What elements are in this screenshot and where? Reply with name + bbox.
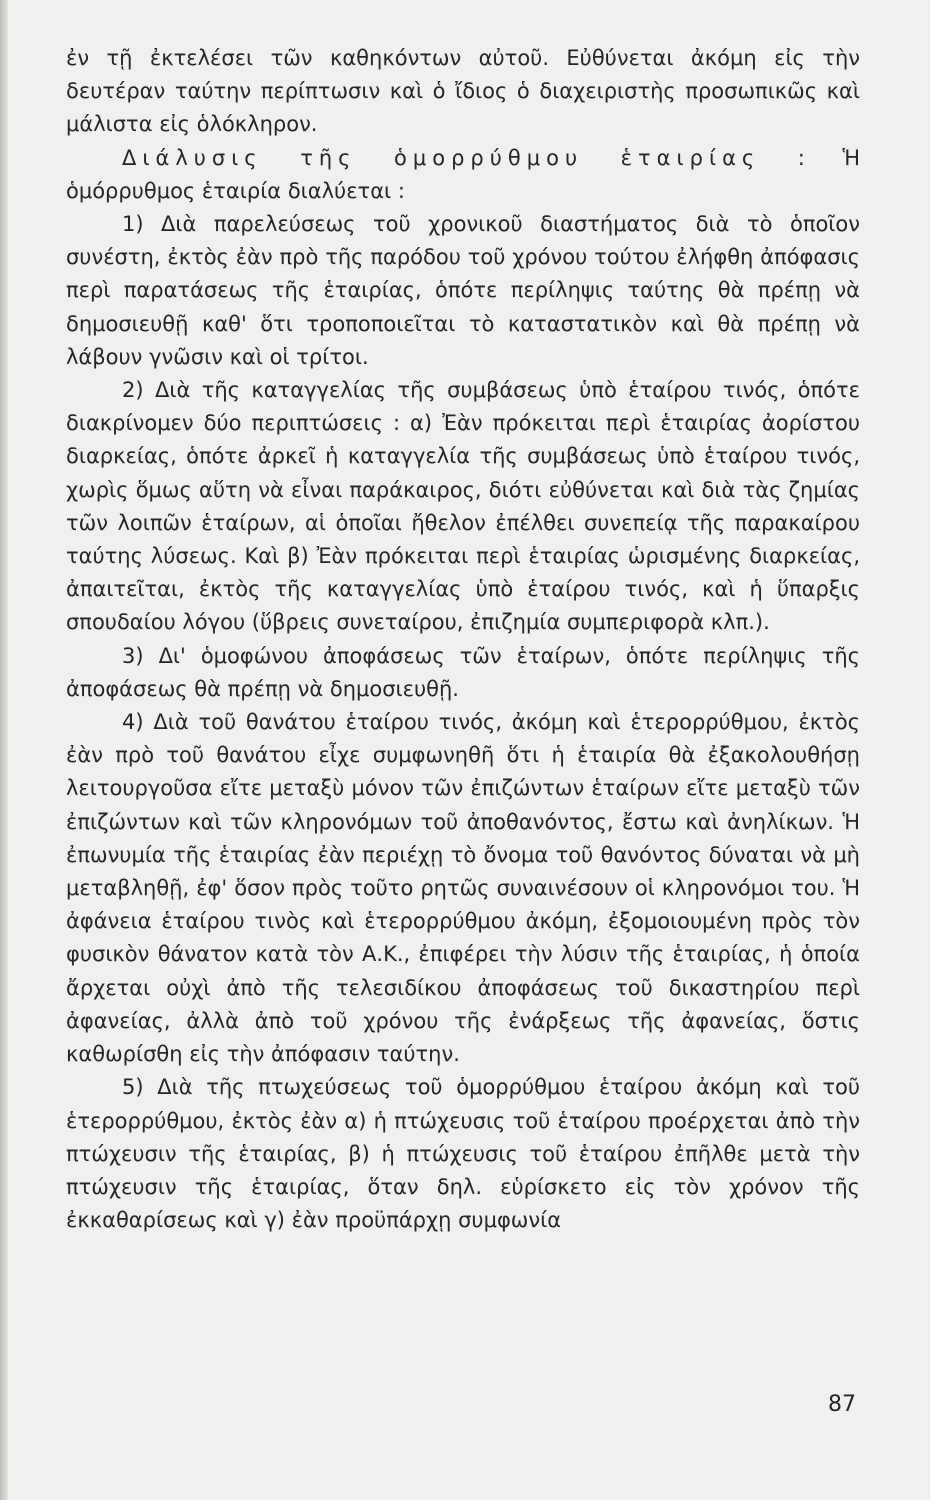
section-heading-rest: Ἡ ὁμόρρυθμος ἑταιρία διαλύεται : <box>66 145 860 203</box>
list-item-5: 5) Διὰ τῆς πτωχεύσεως τοῦ ὁμορρύθμου ἑταίρου ἀκόμη καὶ τοῦ ἑτερορρύθμου, ἐκτὸς ἐὰν α) ἡ πτώχευσις τοῦ ἑταίρου προέρχεται ἀπὸ τὴν πτώχευσιν τῆς ἑταιρίας, β) ἡ πτώχευσις τοῦ ἑταίρου ἐπῆλθε μετὰ τὴν πτώχευσιν τῆς ἑταιρίας, ὅταν δηλ. εὑρίσκετο εἰς τὸν χρόνον τῆς ἐκκαθαρίσεως καὶ γ) ἐὰν προϋπάρχῃ συμφωνία <box>66 1075 860 1233</box>
body-text <box>66 42 860 1237</box>
list-item-4: 4) Διὰ τοῦ θανάτου ἑταίρου τινός, ἀκόμη καὶ ἑτερορρύθμου, ἐκτὸς ἐὰν πρὸ τοῦ θανάτου εἶχε συμφωνηθῆ ὅτι ἡ ἑταιρία θὰ ἐξακολουθήσῃ λειτουργοῦσα εἴτε μεταξὺ μόνον τῶν ἐπιζώντων ἑταίρων εἴτε μεταξὺ τῶν ἐπιζώντων καὶ τῶν κληρονόμων τοῦ ἀποθανόντος, ἔστω καὶ ἀνηλίκων. Ἡ ἐπωνυμία τῆς ἑταιρίας ἐὰν περιέχῃ τὸ ὄνομα τοῦ θανόντος δύναται νὰ μὴ μεταβληθῇ, ἐφ' ὅσον πρὸς τοῦτο ρητῶς συναινέσουν οἱ κληρονόμοι του. Ἡ ἀφάνεια ἑταίρου τινὸς καὶ ἑτερορρύθμου ἀκόμη, ἐξομοιουμένη πρὸς τὸν φυσικὸν θάνατον κατὰ τὸν Α.Κ., ἐπιφέρει τὴν λύσιν τῆς ἑταιρίας, ἡ ὁποία ἄρχεται οὐχὶ ἀπὸ τῆς τελεσιδίκου ἀποφάσεως τοῦ δικαστηρίου περὶ ἀφανείας, ἀλλὰ ἀπὸ τοῦ χρόνου τῆς ἐνάρξεως τῆς ἀφανείας, ὅστις καθωρίσθη εἰς τὴν ἀπόφασιν ταύτην. <box>66 710 860 1067</box>
book-page <box>8 0 930 1500</box>
book-spine-shadow <box>0 0 8 1500</box>
opening-paragraph: ἐν τῇ ἐκτελέσει τῶν καθηκόντων αὐτοῦ. Εὐθύνεται ἀκόμη εἰς τὴν δευτέραν ταύτην περίπτωσιν καὶ ὁ ἴδιος ὁ διαχειριστὴς προσωπικῶς καὶ μάλιστα εἰς ὁλόκληρον. <box>66 46 860 137</box>
section-heading-paragraph <box>66 142 860 208</box>
list-item-2: 2) Διὰ τῆς καταγγελίας τῆς συμβάσεως ὑπὸ ἑταίρου τινός, ὁπότε διακρίνομεν δύο περιπτώσεις : α) Ἐὰν πρόκειται περὶ ἑταιρίας ἀορίστου διαρκείας, ὁπότε ἀρκεῖ ἡ καταγγελία τῆς συμβάσεως ὑπὸ ἑταίρου τινός, χωρὶς ὅμως αὕτη νὰ εἶναι παράκαιρος, διότι εὐθύνεται καὶ διὰ τὰς ζημίας τῶν λοιπῶν ἑταίρων, αἱ ὁποῖαι ἤθελον ἐπέλθει συνεπείᾳ τῆς παρακαίρου ταύτης λύσεως. Καὶ β) Ἐὰν πρόκειται περὶ ἑταιρίας ὡρισμένης διαρκείας, ἀπαιτεῖται, ἐκτὸς τῆς καταγγελίας ὑπὸ ἑταίρου τινός, καὶ ἡ ὕπαρξις σπουδαίου λόγου (ὕβρεις συνεταίρου, ἐπιζημία συμπεριφορὰ κλπ.). <box>66 378 860 635</box>
page-number: 87 <box>828 1392 856 1417</box>
list-item-1: 1) Διὰ παρελεύσεως τοῦ χρονικοῦ διαστήματος διὰ τὸ ὁποῖον συνέστη, ἐκτὸς ἐὰν πρὸ τῆς παρόδου τοῦ χρόνου τούτου ἐλήφθη ἀπόφασις περὶ παρατάσεως τῆς ἑταιρίας, ὁπότε περίληψις ταύτης θὰ πρέπῃ νὰ δημοσιευθῇ καθ' ὅτι τροποποιεῖται τὸ καταστατικὸν καὶ θὰ πρέπῃ νὰ λάβουν γνῶσιν καὶ οἱ τρίτοι. <box>66 212 860 369</box>
list-item-3: 3) Δι' ὁμοφώνου ἀποφάσεως τῶν ἑταίρων, ὁπότε περίληψις τῆς ἀποφάσεως θὰ πρέπῃ νὰ δημοσιευθῇ. <box>66 643 860 701</box>
section-heading: Διάλυσις τῆς ὁμορρύθμου ἑταιρίας : <box>122 145 811 170</box>
